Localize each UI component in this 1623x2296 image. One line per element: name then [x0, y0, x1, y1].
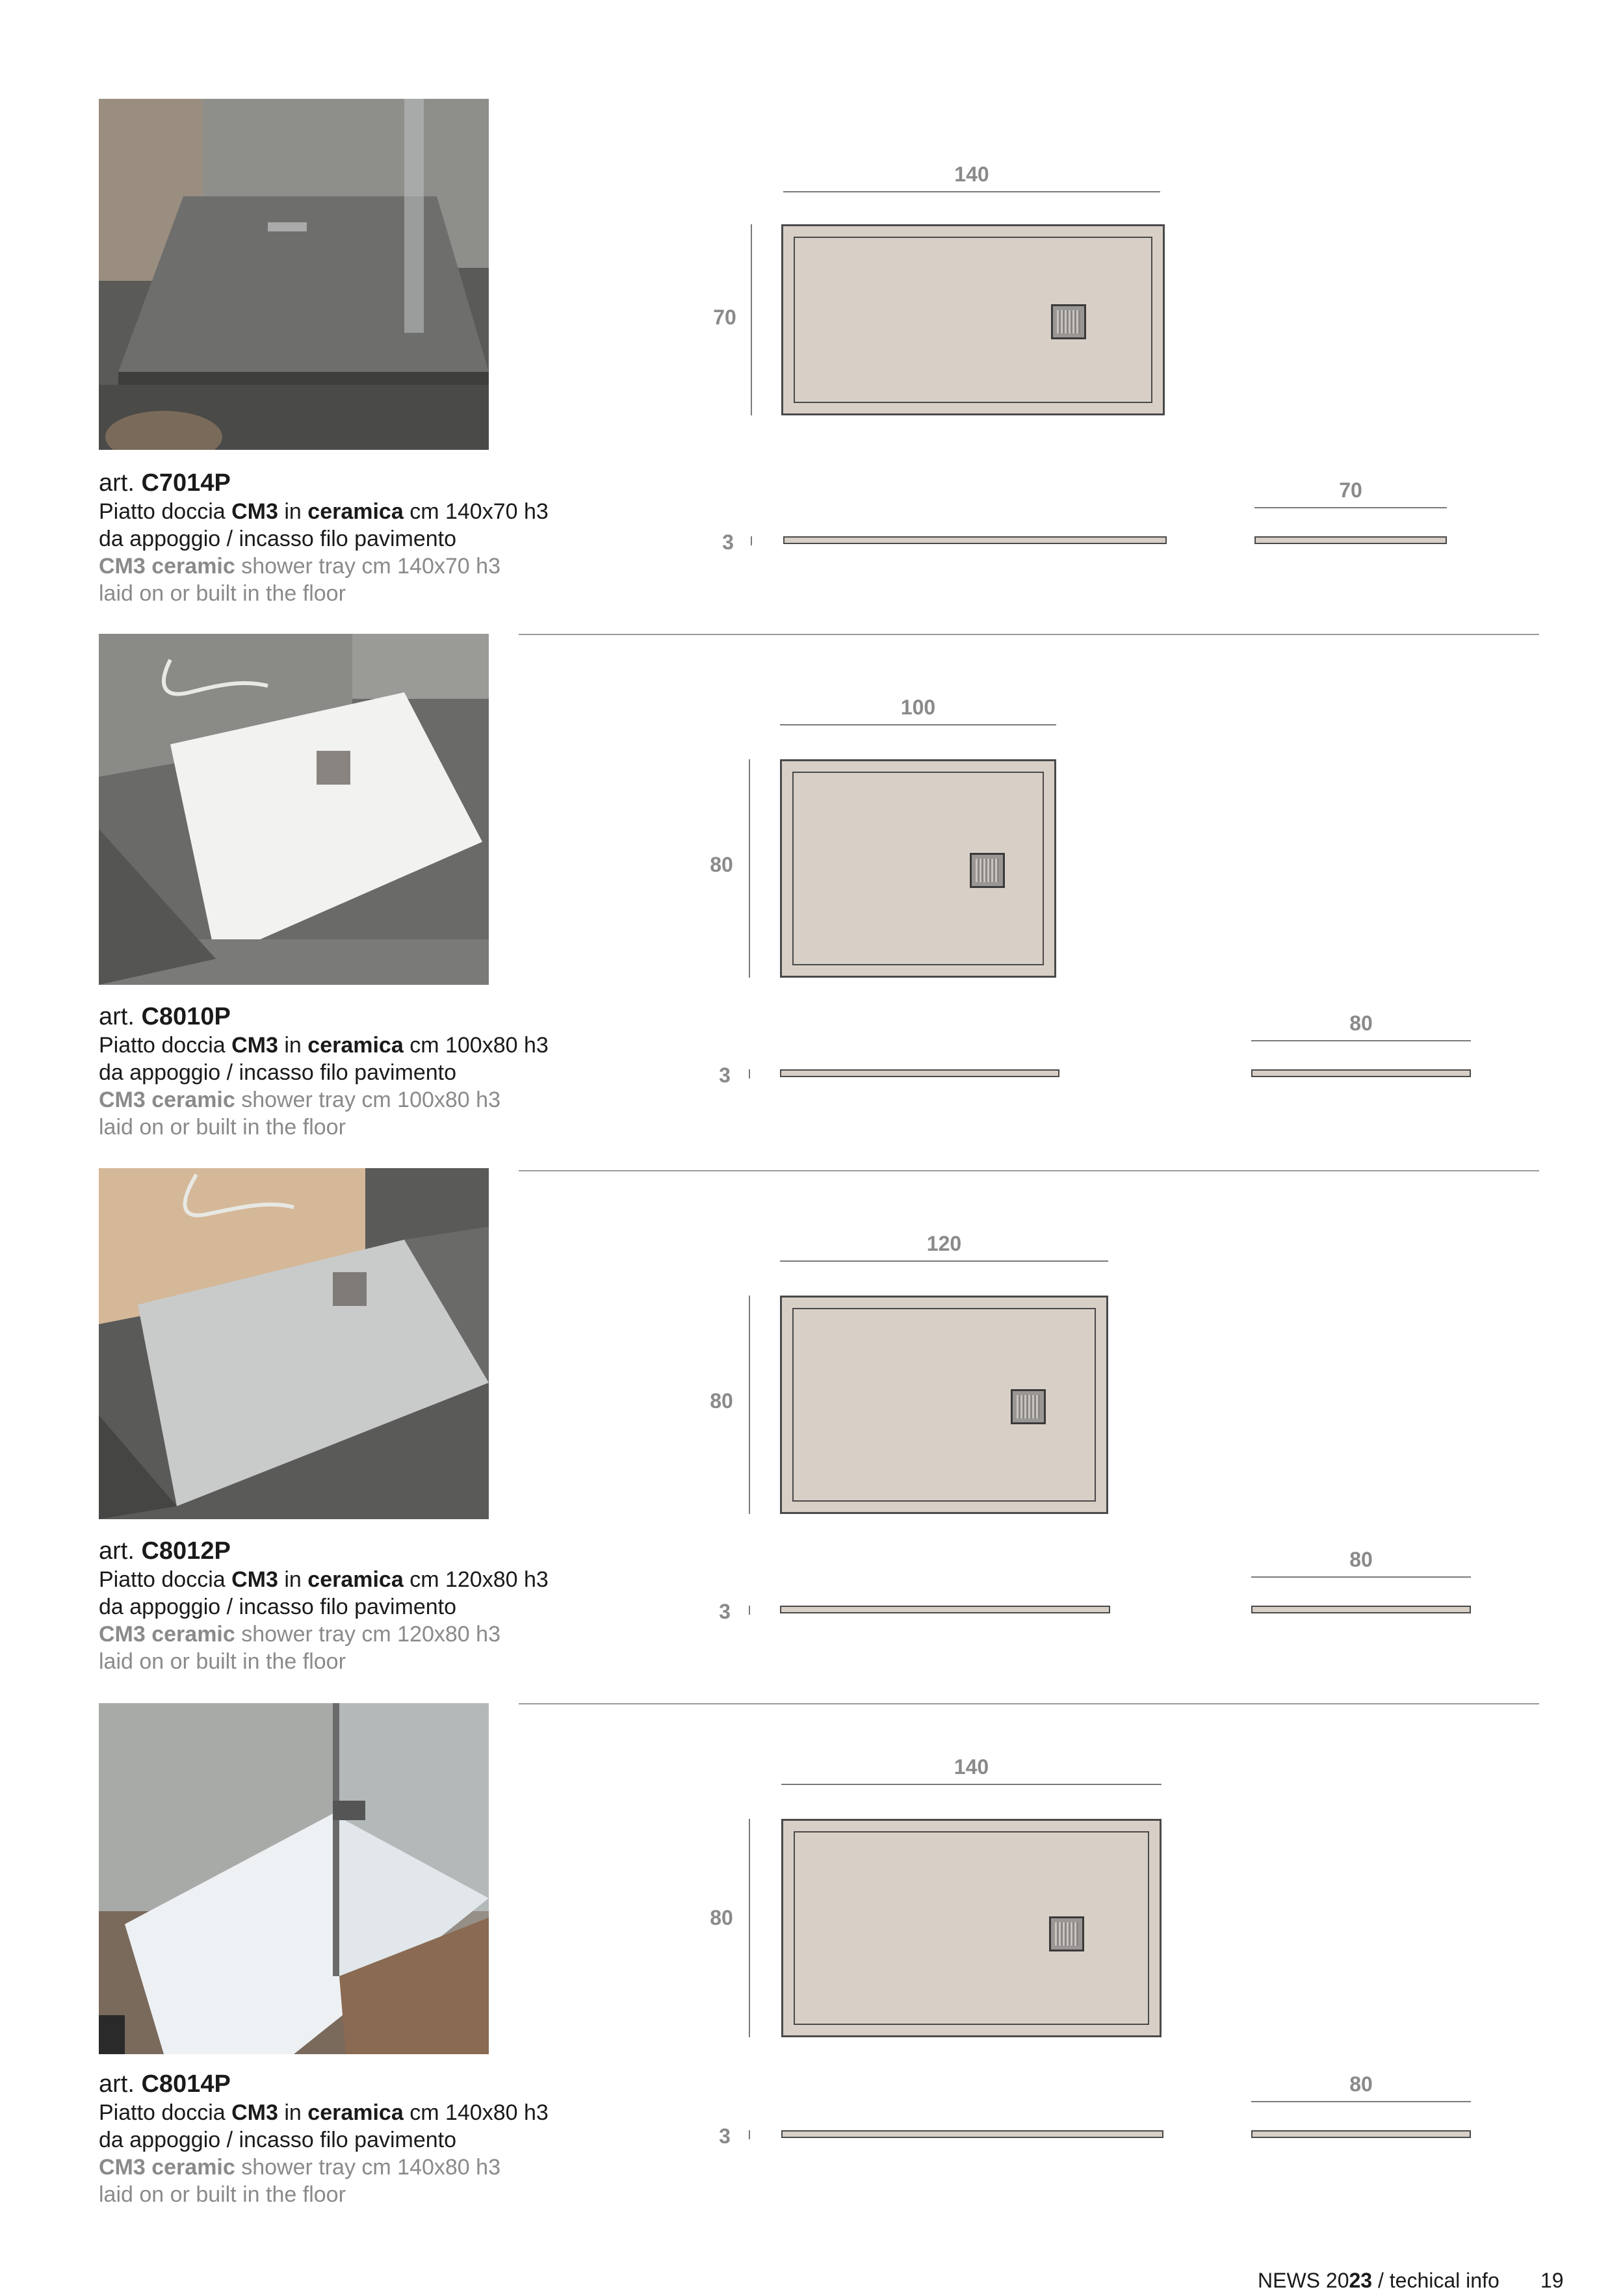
tray-front-view [780, 1069, 1059, 1077]
tray-side-view [1251, 2130, 1471, 2138]
side-dimension-label: 80 [1349, 1011, 1373, 1035]
side-dimension-line [1254, 507, 1447, 508]
product-code: C8010P [141, 1003, 231, 1030]
depth-dimension-label: 80 [710, 1389, 733, 1413]
side-dimension-line [1251, 2101, 1471, 2102]
depth-dimension-label: 80 [710, 853, 733, 876]
side-dimension-line [1251, 1576, 1471, 1578]
depth-dimension-line [749, 759, 750, 978]
height-dimension-label: 3 [719, 2124, 731, 2148]
depth-dimension-line [749, 1819, 750, 2037]
product-code: C8014P [141, 2070, 231, 2098]
section-divider [519, 1170, 1539, 1171]
depth-dimension-label: 80 [710, 1906, 733, 1929]
width-dimension-line [781, 1784, 1162, 1785]
drain-icon [1011, 1389, 1046, 1424]
tray-front-view [780, 1606, 1110, 1613]
height-dimension-label: 3 [719, 1063, 731, 1087]
tray-top-view [780, 1296, 1108, 1514]
product-caption: art. C8010P Piatto doccia CM3 in ceramica cm 100x80 h3 da appoggio / incasso filo pavimento CM3 ceramic shower tray cm 100x80 h3 laid on or built in the floor [99, 1003, 549, 1140]
product-caption: art. C8014P Piatto doccia CM3 in ceramica cm 140x80 h3 da appoggio / incasso filo pavimento CM3 ceramic shower tray cm 140x80 h3 laid on or built in the floor [99, 2070, 549, 2207]
product-caption: art. C8012P Piatto doccia CM3 in ceramica cm 120x80 h3 da appoggio / incasso filo pavimento CM3 ceramic shower tray cm 120x80 h3 laid on or built in the floor [99, 1537, 549, 1674]
page-number: 19 [1540, 2269, 1564, 2292]
tray-side-view [1251, 1069, 1471, 1077]
footer-section-label: NEWS 2023 / techical info [1258, 2269, 1500, 2292]
width-dimension-line [780, 724, 1056, 725]
side-dimension-label: 70 [1339, 478, 1362, 502]
width-dimension-line [783, 191, 1160, 192]
product-photo [99, 1703, 489, 2054]
side-dimension-line [1251, 1040, 1471, 1041]
section-divider [519, 634, 1539, 635]
product-caption: art. C7014P Piatto doccia CM3 in ceramica cm 140x70 h3 da appoggio / incasso filo pavimento CM3 ceramic shower tray cm 140x70 h3 laid on or built in the floor [99, 469, 549, 606]
side-dimension-label: 80 [1349, 1548, 1373, 1571]
height-dimension-tick [751, 536, 752, 545]
drain-icon [1049, 1916, 1084, 1951]
depth-dimension-line [749, 1296, 750, 1514]
product-code: C8012P [141, 1537, 231, 1565]
product-photo [99, 99, 489, 450]
width-dimension-label: 140 [954, 163, 989, 186]
tray-side-view [1251, 1606, 1471, 1613]
depth-dimension-line [751, 224, 752, 415]
tray-front-view [783, 536, 1167, 544]
side-dimension-label: 80 [1349, 2072, 1373, 2096]
drain-icon [1051, 304, 1086, 339]
section-divider [519, 1703, 1539, 1704]
height-dimension-tick [749, 2130, 750, 2139]
tray-top-view [781, 1819, 1162, 2037]
depth-dimension-label: 70 [713, 306, 736, 329]
product-photo [99, 634, 489, 985]
tray-top-view [780, 759, 1056, 978]
tray-top-view [781, 224, 1165, 415]
product-photo [99, 1168, 489, 1519]
height-dimension-tick [749, 1606, 750, 1615]
tray-front-view [781, 2130, 1163, 2138]
width-dimension-line [780, 1260, 1108, 1262]
width-dimension-label: 100 [900, 696, 936, 719]
height-dimension-label: 3 [722, 530, 734, 554]
tray-side-view [1254, 536, 1447, 544]
width-dimension-label: 140 [954, 1755, 989, 1779]
height-dimension-label: 3 [719, 1600, 731, 1623]
drain-icon [970, 853, 1005, 888]
product-code: C7014P [141, 469, 231, 497]
height-dimension-tick [749, 1069, 750, 1078]
width-dimension-label: 120 [926, 1232, 962, 1255]
